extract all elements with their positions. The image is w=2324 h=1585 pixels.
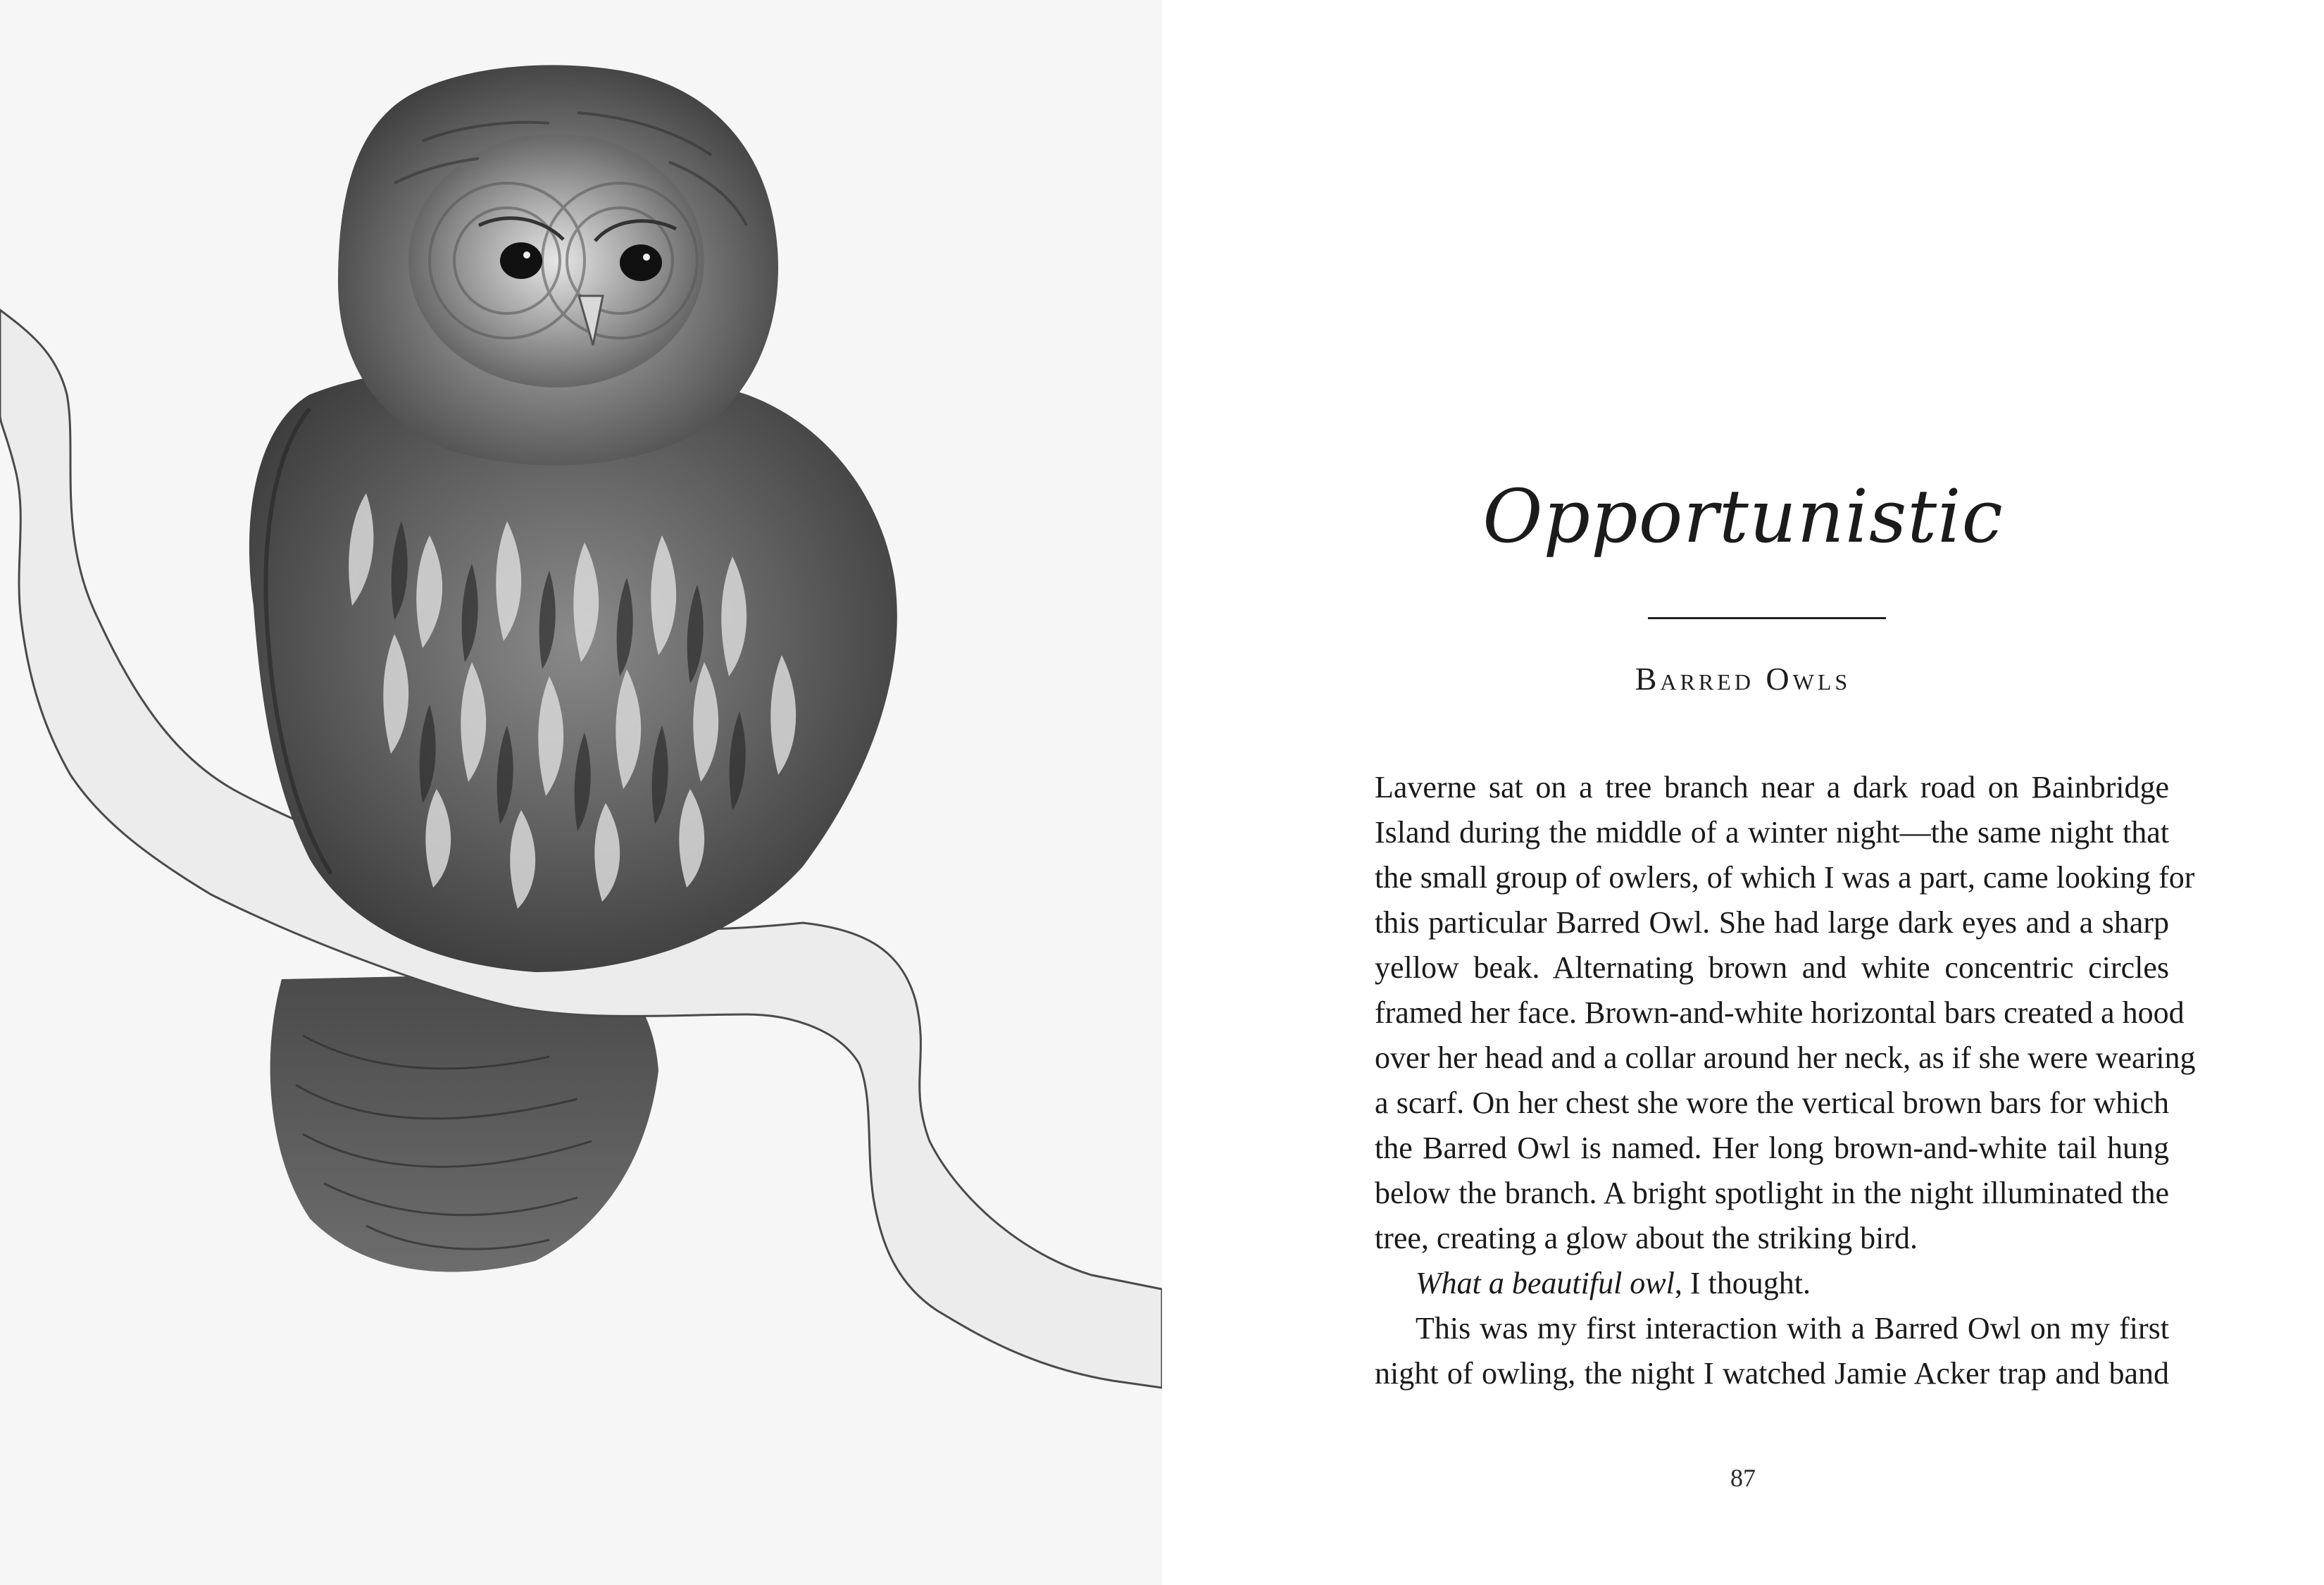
owl-head <box>338 65 778 465</box>
text-line: below the branch. A bright spotlight in the night illuminated the <box>1375 1176 2169 1210</box>
text-line: Laverne sat on a tree branch near a dark road on Bainbridge <box>1375 770 2169 804</box>
text-line: a scarf. On her chest she wore the vertical brown bars for which <box>1375 1086 2169 1120</box>
text-line: This was my first interaction with a Barred Owl on my first <box>1416 1311 2169 1345</box>
text-line: the small group of owlers, of which I was a part, came looking for <box>1375 860 2195 895</box>
chapter-subtitle: Barred Owls <box>1635 661 1851 697</box>
owl-tail <box>270 972 658 1272</box>
text-line: yellow beak. Alternating brown and white concentric circles <box>1375 950 2169 985</box>
owl-right-eye <box>620 244 662 281</box>
body-text <box>1375 765 2196 1396</box>
text-line: framed her face. Brown-and-white horizontal bars created a hood <box>1375 995 2185 1030</box>
text-line: this particular Barred Owl. She had large dark eyes and a sharp <box>1375 905 2169 940</box>
title-divider <box>1648 617 1886 619</box>
page-number: 87 <box>1730 1464 1756 1492</box>
paragraph-3 <box>1375 1306 2169 1396</box>
text-line <box>1375 1261 2169 1306</box>
right-page <box>1162 0 2324 1585</box>
text-line: the Barred Owl is named. Her long brown-and-white tail hung <box>1375 1131 2169 1165</box>
text-run: , I thought. <box>1674 1266 1811 1300</box>
text-line: Island during the middle of a winter night—the same night that <box>1375 815 2169 850</box>
text-line: night of owling, the night I watched Jamie Acker trap and band <box>1375 1356 2169 1391</box>
emphasis-text: What a beautiful owl <box>1416 1266 1675 1300</box>
chapter-title: Opportunistic <box>1482 473 2004 559</box>
text-line: over her head and a collar around her neck, as if she were wearing <box>1375 1040 2196 1075</box>
owl-left-eye <box>500 242 542 279</box>
paragraph-2 <box>1375 1261 2169 1306</box>
paragraph-1 <box>1375 765 2196 1261</box>
text-line: tree, creating a glow about the striking bird. <box>1375 1221 1918 1255</box>
